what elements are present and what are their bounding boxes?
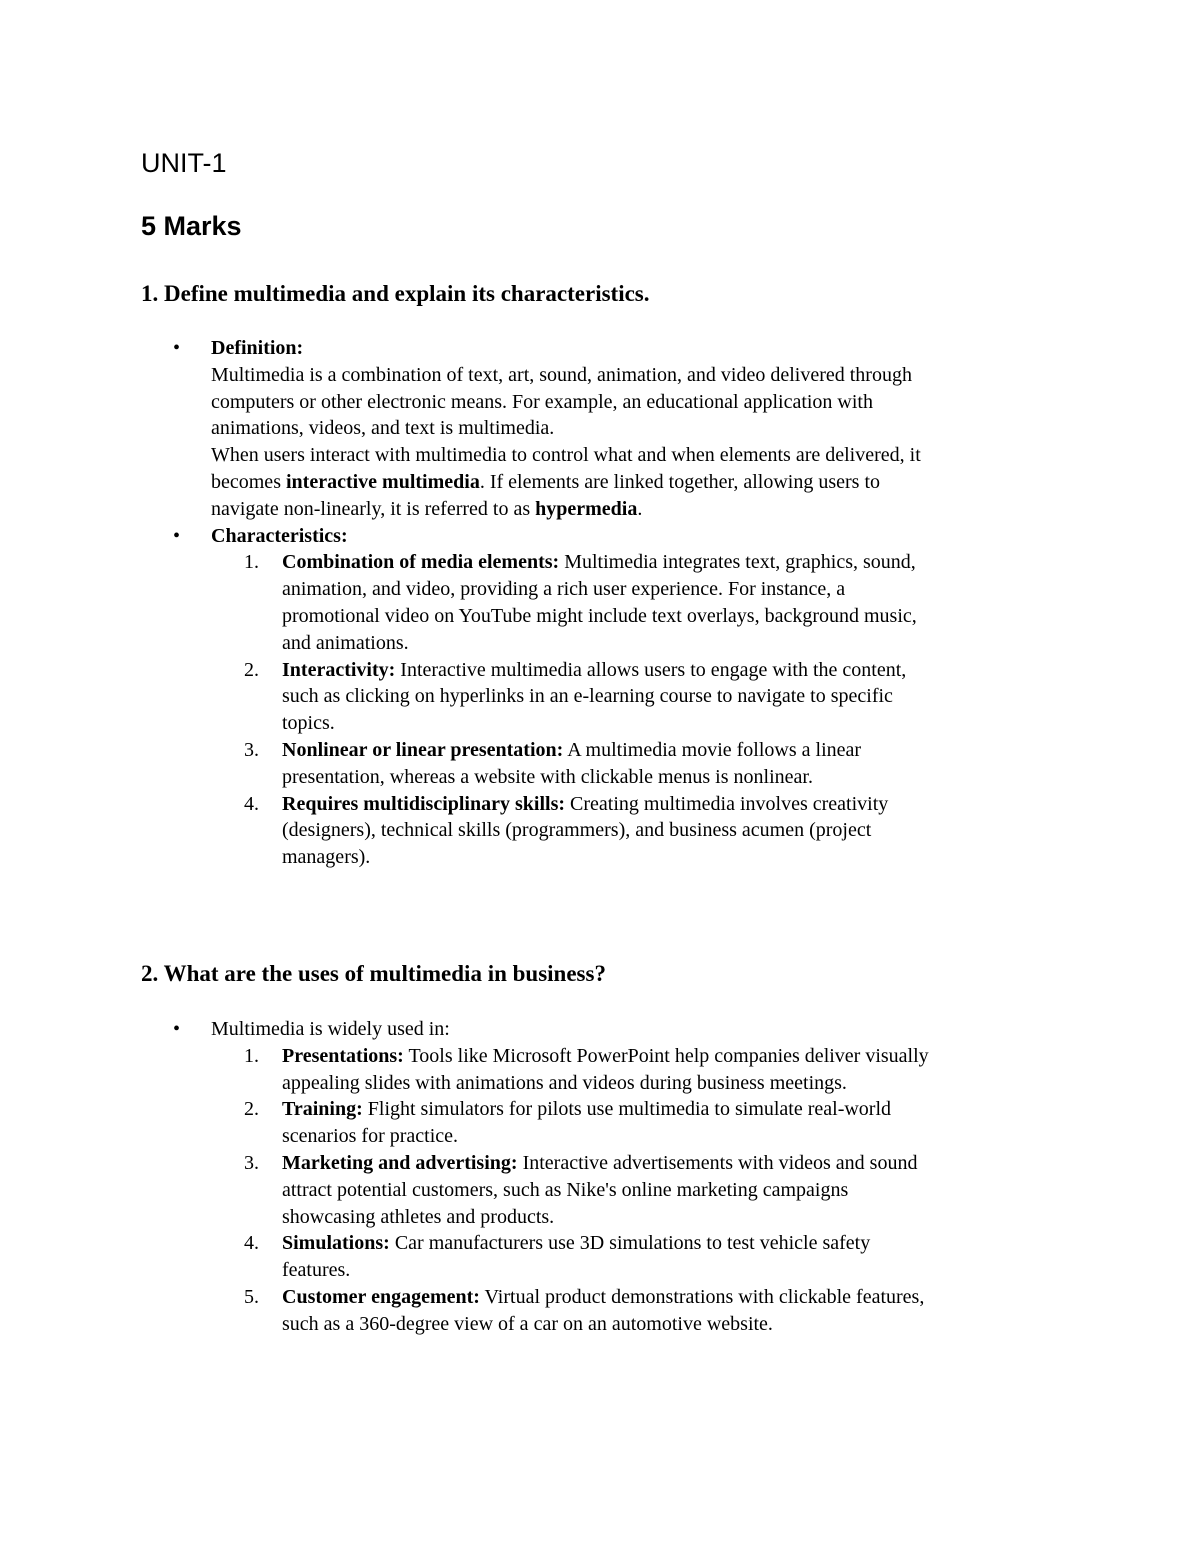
uses-intro: Multimedia is widely used in: (211, 1018, 450, 1040)
unit-title: UNIT-1 (141, 148, 227, 178)
use-item (141, 1150, 1101, 1230)
text-run: . (637, 497, 643, 520)
text-run: Interactive multimedia allows users to engage with the content, (395, 658, 907, 681)
question-1-heading: 1. Define multimedia and explain its characteristics. (141, 281, 650, 306)
item-label: Simulations: (282, 1232, 390, 1255)
item-first-line (282, 1096, 1101, 1123)
question-2-body (141, 1016, 1101, 1338)
characteristics-bullet (141, 523, 1101, 550)
item-label: Nonlinear or linear presentation: (282, 738, 564, 761)
item-number: 4. (244, 1232, 259, 1255)
definition-line: computers or other electronic means. For example, an educational application with (211, 390, 873, 413)
item-number: 1. (244, 551, 259, 574)
item-line: animation, and video, providing a rich user experience. For instance, a (282, 578, 846, 601)
interactive-multimedia-term: interactive multimedia (285, 470, 480, 493)
item-first-line (282, 657, 1101, 684)
item-line: promotional video on YouTube might include text overlays, background music, (282, 604, 917, 627)
bullet-icon: • (173, 524, 181, 547)
characteristic-item (141, 657, 1101, 737)
item-first-line (282, 737, 1101, 764)
definition-line: When users interact with multimedia to control what and when elements are delivered, it (211, 444, 921, 467)
item-label: Combination of media elements: (282, 551, 560, 574)
item-line: showcasing athletes and products. (282, 1205, 555, 1228)
text-run: Virtual product demonstrations with clickable features, (479, 1285, 925, 1308)
item-line: such as clicking on hyperlinks in an e-learning course to navigate to specific (282, 685, 893, 708)
definition-line: Multimedia is a combination of text, art, sound, animation, and video delivered through (211, 363, 912, 386)
item-number: 3. (244, 1151, 259, 1174)
text-run: becomes (211, 470, 286, 493)
definition-line (211, 496, 1101, 523)
item-number: 1. (244, 1044, 259, 1067)
use-item (141, 1284, 1101, 1338)
item-line: managers). (282, 846, 371, 869)
text-run: Creating multimedia involves creativity (565, 792, 889, 815)
question-1-body (141, 335, 1101, 871)
item-line: (designers), technical skills (programmers), and business acumen (project (282, 819, 872, 842)
uses-intro-bullet (141, 1016, 1101, 1043)
bullet-icon: • (173, 337, 181, 359)
item-first-line (282, 549, 1101, 576)
item-label: Marketing and advertising: (282, 1151, 518, 1174)
item-first-line (282, 1150, 1101, 1177)
item-number: 2. (244, 658, 259, 681)
text-run: . If elements are linked together, allowing users to (479, 470, 881, 493)
item-first-line (282, 1230, 1101, 1257)
item-number: 2. (244, 1098, 259, 1121)
question-2-heading: 2. What are the uses of multimedia in business? (141, 961, 606, 986)
item-number: 4. (244, 792, 259, 815)
item-label: Requires multidisciplinary skills: (282, 792, 566, 815)
item-label: Interactivity: (282, 658, 396, 681)
definition-bullet (141, 335, 1101, 523)
item-number: 5. (244, 1285, 259, 1308)
item-label: Presentations: (282, 1044, 404, 1067)
item-line: scenarios for practice. (282, 1125, 459, 1148)
bullet-icon: • (173, 1018, 181, 1040)
definition-line: animations, videos, and text is multimedia. (211, 417, 555, 440)
text-run: Car manufacturers use 3D simulations to test vehicle safety (389, 1232, 871, 1255)
use-item (141, 1096, 1101, 1150)
item-line: appealing slides with animations and videos during business meetings. (282, 1071, 847, 1094)
item-line: attract potential customers, such as Nike's online marketing campaigns (282, 1178, 849, 1201)
use-item (141, 1043, 1101, 1097)
item-first-line (282, 1284, 1101, 1311)
item-label: Training: (282, 1098, 363, 1121)
text-run: Flight simulators for pilots use multimedia to simulate real-world (362, 1098, 892, 1121)
hypermedia-term: hypermedia (535, 497, 638, 520)
item-first-line (282, 791, 1101, 818)
use-item (141, 1230, 1101, 1284)
characteristic-item (141, 737, 1101, 791)
item-first-line (282, 1043, 1101, 1070)
text-run: Tools like Microsoft PowerPoint help companies deliver visually (403, 1044, 929, 1067)
characteristic-item (141, 791, 1101, 871)
text-run: A multimedia movie follows a linear (563, 738, 862, 761)
item-line: topics. (282, 712, 335, 735)
item-line: and animations. (282, 631, 409, 654)
definition-line (211, 469, 1101, 496)
item-label: Customer engagement: (282, 1285, 480, 1308)
item-number: 3. (244, 738, 259, 761)
text-run: Interactive advertisements with videos and sound (517, 1151, 918, 1174)
item-line: features. (282, 1259, 351, 1282)
item-line: such as a 360-degree view of a car on an automotive website. (282, 1312, 773, 1335)
marks-title: 5 Marks (141, 211, 242, 241)
text-run: navigate non-linearly, it is referred to as (211, 497, 536, 520)
characteristic-item (141, 549, 1101, 656)
item-line: presentation, whereas a website with clickable menus is nonlinear. (282, 765, 813, 788)
definition-label: Definition: (211, 337, 304, 359)
characteristics-label: Characteristics: (211, 524, 348, 547)
text-run: Multimedia integrates text, graphics, sound, (559, 551, 916, 574)
